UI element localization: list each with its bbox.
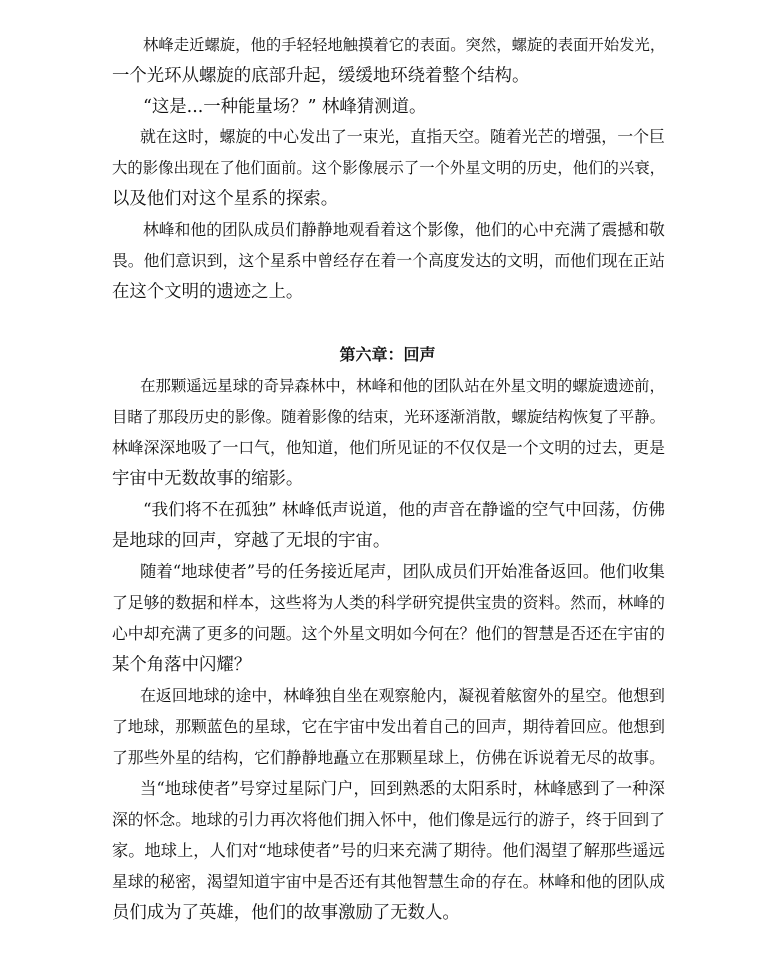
line-text: 员们成为了英雄，他们的故事激励了无数人。 xyxy=(112,903,460,923)
line-text: 心中却充满了更多的问题。这个外星文明如今何在？他们的智慧是否还在宇宙的 xyxy=(112,624,665,643)
text-line xyxy=(0,277,775,307)
line-text: 了足够的数据和样本，这些将为人类的科学研究提供宝贵的资料。然而，林峰的 xyxy=(112,593,665,612)
line-text: 宇宙中无数故事的缩影。 xyxy=(112,469,304,489)
text-line xyxy=(0,464,775,494)
text-line xyxy=(0,184,775,214)
text-line xyxy=(0,712,775,742)
text-line xyxy=(0,588,775,618)
line-text: 林峰走近螺旋，他的手轻轻地触摸着它的表面。突然，螺旋的表面开始发光， xyxy=(143,36,666,54)
text-line xyxy=(0,774,775,804)
text-line xyxy=(0,30,775,60)
line-text: “我们将不在孤独” 林峰低声说道，他的声音在静谧的空气中回荡，仿佛 xyxy=(143,500,666,519)
text-line xyxy=(0,371,775,401)
line-text: 某个角落中闪耀？ xyxy=(112,655,252,675)
text-line xyxy=(0,836,775,866)
text-line xyxy=(0,805,775,835)
chapter-heading: 第六章：回声 xyxy=(339,345,436,364)
text-line xyxy=(0,557,775,587)
text-line xyxy=(0,92,775,122)
text-line xyxy=(0,495,775,525)
line-text: 了那些外星的结构，它们静静地矗立在那颗星球上，仿佛在诉说着无尽的故事。 xyxy=(112,748,665,767)
line-text: 林峰和他的团队成员们静静地观看着这个影像，他们的心中充满了震撼和敬 xyxy=(143,220,665,239)
text-line xyxy=(0,61,775,91)
line-text: 随着“地球使者”号的任务接近尾声，团队成员们开始准备返回。他们收集 xyxy=(140,562,665,581)
line-text: 家。地球上，人们对“地球使者”号的归来充满了期待。他们渴望了解那些遥远 xyxy=(112,841,665,860)
line-text: 目睹了那段历史的影像。随着影像的结束，光环逐渐消散，螺旋结构恢复了平静。 xyxy=(112,408,665,426)
line-text: 是地球的回声，穿越了无垠的宇宙。 xyxy=(112,531,391,551)
text-line xyxy=(0,122,775,152)
line-text: 星球的秘密，渴望知道宇宙中是否还有其他智慧生命的存在。林峰和他的团队成 xyxy=(112,872,665,891)
text-line xyxy=(0,650,775,680)
text-line xyxy=(0,246,775,276)
line-text: 了地球，那颗蓝色的星球，它在宇宙中发出着自己的回声，期待着回应。他想到 xyxy=(112,717,665,736)
text-line xyxy=(0,433,775,463)
line-text: “这是...一种能量场？” 林峰猜测道。 xyxy=(143,97,427,117)
line-text: 以及他们对这个星系的探索。 xyxy=(112,189,339,209)
text-line xyxy=(0,898,775,928)
text-line xyxy=(0,215,775,245)
text-line xyxy=(0,402,775,432)
line-text: 在返回地球的途中，林峰独自坐在观察舱内，凝视着舷窗外的星空。他想到 xyxy=(140,686,665,705)
text-line xyxy=(0,743,775,773)
line-text: 深的怀念。地球的引力再次将他们拥入怀中，他们像是远行的游子，终于回到了 xyxy=(112,810,665,829)
text-line xyxy=(0,153,775,183)
line-text: 大的影像出现在了他们面前。这个影像展示了一个外星文明的历史，他们的兴衰， xyxy=(112,159,665,177)
text-line xyxy=(0,867,775,897)
line-text: 畏。他们意识到，这个星系中曾经存在着一个高度发达的文明，而他们现在正站 xyxy=(112,251,665,270)
line-text: 林峰深深地吸了一口气，他知道，他们所见证的不仅仅是一个文明的过去，更是 xyxy=(112,438,665,457)
text-line xyxy=(0,619,775,649)
line-text: 当“地球使者”号穿过星际门户，回到熟悉的太阳系时，林峰感到了一种深 xyxy=(140,779,665,798)
line-text: 在那颗遥远星球的奇异森林中，林峰和他的团队站在外星文明的螺旋遗迹前， xyxy=(140,377,665,395)
line-text: 就在这时，螺旋的中心发出了一束光，直指天空。随着光芒的增强，一个巨 xyxy=(140,127,665,146)
line-text: 在这个文明的遗迹之上。 xyxy=(112,282,304,302)
text-line xyxy=(0,681,775,711)
text-line xyxy=(0,526,775,556)
line-text: 一个光环从螺旋的底部升起，缓缓地环绕着整个结构。 xyxy=(112,66,530,86)
